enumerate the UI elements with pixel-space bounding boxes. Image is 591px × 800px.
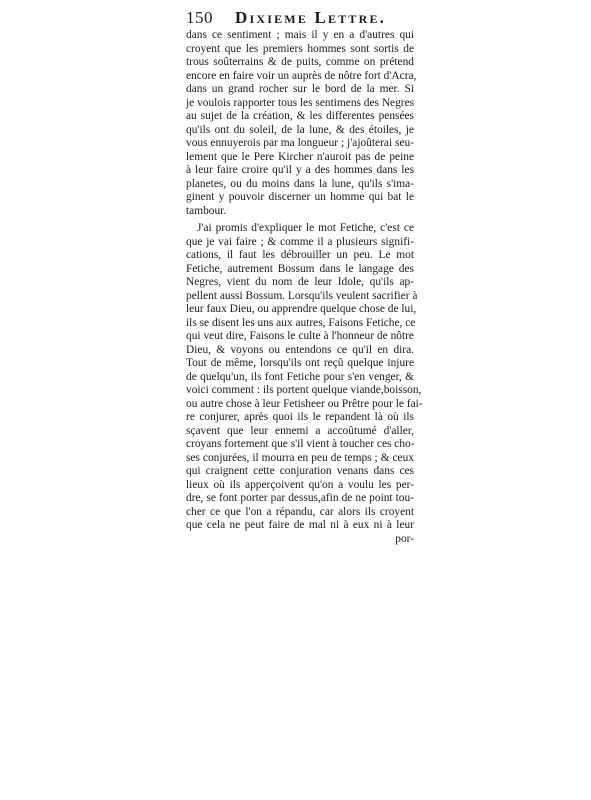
text-line: je voulois rapporter tous les sentimens des Negres [186, 96, 415, 109]
text-line: ou autre chose à leur Fetisheer ou Prêtre pour le fai- [186, 397, 423, 410]
text-line: que je vai faire ; & comme il a plusieurs signifi- [186, 235, 414, 248]
text-line: sçavent que leur ennemi a accoûtumé d'aller, [186, 424, 414, 437]
text-line: leur faux Dieu, ou apprendre quelque chose de lui, [186, 303, 417, 315]
text-line: re conjurer, après quoi ils le repandent là où ils [186, 411, 414, 423]
text-line: Negres, vient du nom de leur Idole, qu'ils ap- [186, 276, 414, 288]
catchword: por- [395, 532, 414, 545]
text-line: dans un grand rocher sur le bord de la mer. Si [186, 83, 414, 95]
text-line: qui craignent cette conjuration venans dans ces [186, 465, 414, 477]
text-line: ses conjurées, il mourra en peu de temps ; & ceux [186, 451, 414, 464]
body-text [186, 29, 423, 546]
text-line: encore en faire voir un auprès de nôtre fort d'Acra, [186, 69, 417, 82]
page-number: 150 [186, 8, 213, 27]
text-line: ils se disent les uns aux autres, Faisons Fetiche, ce [186, 316, 416, 329]
text-line: lement que le Pere Kircher n'auroit pas de peine [186, 150, 414, 163]
text-line: dans ce sentiment ; mais il y en a d'autres qui [186, 29, 414, 41]
text-line: que cela ne peut faire de mal ni à eux ni à leur [186, 519, 414, 531]
text-line: Dieu, & voyons ou entendons ce qu'il en dira. [186, 343, 414, 356]
running-title: Dixieme Lettre. [235, 8, 387, 27]
text-line: qu'ils ont du soleil, de la lune, & des étoiles, je [186, 123, 414, 136]
text-line: trous soûterrains & de puits, comme on prétend [186, 56, 414, 68]
paragraph-2 [186, 222, 423, 546]
text-line: au sujet de la création, & les differentes pensées [186, 110, 414, 122]
text-line: dre, se font porter par dessus,afin de ne point tou- [186, 492, 414, 504]
text-line: ginent y pouvoir discerner un homme qui bat le [186, 191, 414, 203]
text-line: croyans fortement que s'il vient à toucher ces cho- [186, 438, 415, 450]
text-line: cations, il faut les débrouiller un peu. Le mot [186, 249, 414, 261]
page-header [186, 8, 412, 30]
text-line: J'ai promis d'expliquer le mot Fetiche, c'est ce [197, 222, 414, 234]
text-line: lieux où ils apperçoivent qu'on a voulu les per- [186, 478, 414, 491]
text-line: cher ce que l'on a répandu, car alors ils croyent [186, 505, 414, 518]
text-line: pellent aussi Bossum. Lorsqu'ils veulent sacrifier à [186, 289, 418, 302]
paragraph-1 [186, 29, 417, 218]
text-line: tambour. [186, 204, 227, 217]
text-line: vous ennuyerois par ma longueur ; j'ajoûterai seu- [186, 137, 414, 149]
text-line: Fetiche, autrement Bossum dans le langage des [186, 262, 414, 275]
text-line: voici comment : ils portent quelque viande,boisson, [186, 384, 422, 396]
text-line: à leur faire croire qu'il y a des hommes dans les [186, 164, 414, 176]
text-line: Tout de même, lorsqu'ils ont reçû quelque injure [186, 357, 414, 369]
text-line: qui veut dire, Faisons le culte à l'honneur de nôtre [186, 330, 414, 342]
text-line: de quelqu'un, ils font Fetiche pour s'en venger, & [186, 370, 414, 383]
text-line: planetes, ou du moins dans la lune, qu'ils s'ima- [186, 177, 414, 190]
text-line: croyent que les premiers hommes sont sortis de [186, 42, 414, 55]
